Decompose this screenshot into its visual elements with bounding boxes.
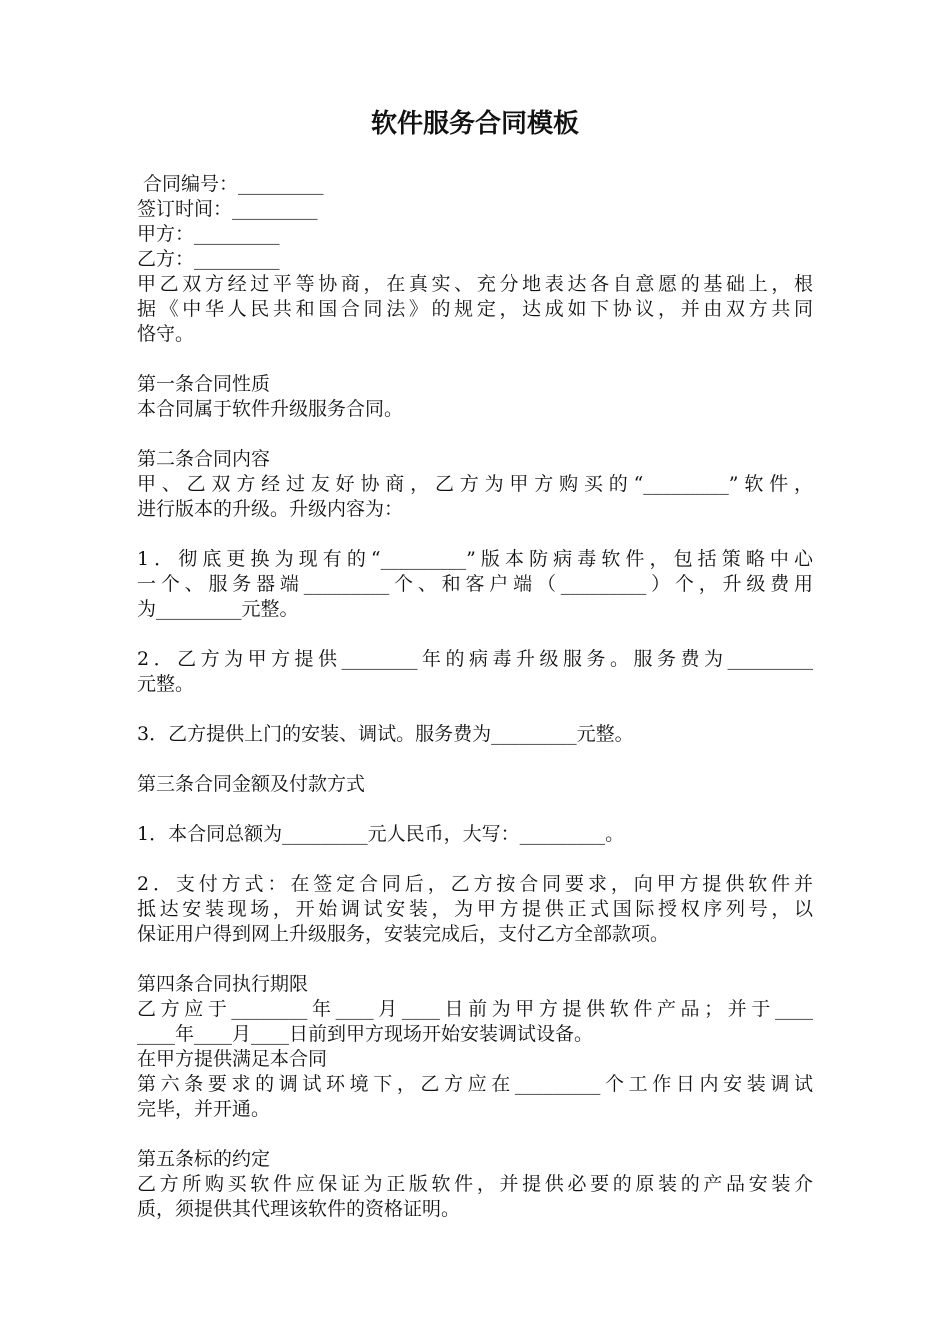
paragraph-spacer [137,847,813,872]
text-line: 恪守。 [137,323,195,345]
text-line: 乙方：_________ [137,248,280,270]
paragraph-spacer [137,347,813,372]
paragraph-spacer [137,697,813,722]
text-line: 2．支付方式：在签定合同后，乙方按合同要求，向甲方提供软件并 [137,873,813,895]
text-line: 乙方应于________年____月____日前为甲方提供软件产品；并于____ [137,998,813,1020]
text-line: 进行版本的升级。升级内容为： [137,498,404,520]
text-line: 完毕，并开通。 [137,1098,271,1120]
text-line: 在甲方提供满足本合同 [137,1048,328,1070]
paragraph-spacer [137,797,813,822]
text-line: 1．彻底更换为现有的“_________”版本防病毒软件，包括策略中心 [137,548,813,570]
paragraph-spacer [137,1122,813,1147]
text-line: 据《中华人民共和国合同法》的规定，达成如下协议，并由双方共同 [137,298,813,320]
text-line: ____年____月____日前到甲方现场开始安装调试设备。 [137,1023,594,1045]
text-line: 一个、服务器端_________个、和客户端（_________）个，升级费用 [137,573,813,595]
text-line: 甲乙双方经过平等协商，在真实、充分地表达各自意愿的基础上，根 [137,273,813,295]
text-line: 2．乙方为甲方提供________年的病毒升级服务。服务费为_________ [137,648,813,670]
text-line: 第六条要求的调试环境下，乙方应在_________个工作日内安装调试 [137,1073,813,1095]
text-line: 合同编号：_________ [137,173,324,195]
paragraph-spacer [137,622,813,647]
text-line: 为_________元整。 [137,598,299,620]
paragraph-spacer [137,422,813,447]
text-line: 抵达安装现场，开始调试安装，为甲方提供正式国际授权序列号，以 [137,898,813,920]
text-line: 第三条合同金额及付款方式 [137,773,366,795]
text-line: 保证用户得到网上升级服务，安装完成后，支付乙方全部款项。 [137,923,670,945]
text-line: 第一条合同性质 [137,373,271,395]
text-line: 本合同属于软件升级服务合同。 [137,398,404,420]
text-line: 乙方所购买软件应保证为正版软件，并提供必要的原装的产品安装介 [137,1173,813,1195]
document-title: 软件服务合同模板 [370,109,579,139]
document-body [137,172,813,1222]
text-line: 第二条合同内容 [137,448,271,470]
paragraph-spacer [137,522,813,547]
text-line: 质，须提供其代理该软件的资格证明。 [137,1198,461,1220]
text-line: 甲方：_________ [137,223,280,245]
text-line: 1．本合同总额为_________元人民币，大写：_________。 [137,823,625,845]
paragraph-spacer [137,747,813,772]
text-line: 甲、乙双方经过友好协商，乙方为甲方购买的“_________”软件， [137,473,813,495]
paragraph-spacer [137,947,813,972]
text-line: 3．乙方提供上门的安装、调试。服务费为_________元整。 [137,723,634,745]
text-line: 签订时间：_________ [137,198,318,220]
text-line: 第五条标的约定 [137,1148,271,1170]
text-line: 元整。 [137,673,195,695]
text-line: 第四条合同执行期限 [137,973,309,995]
